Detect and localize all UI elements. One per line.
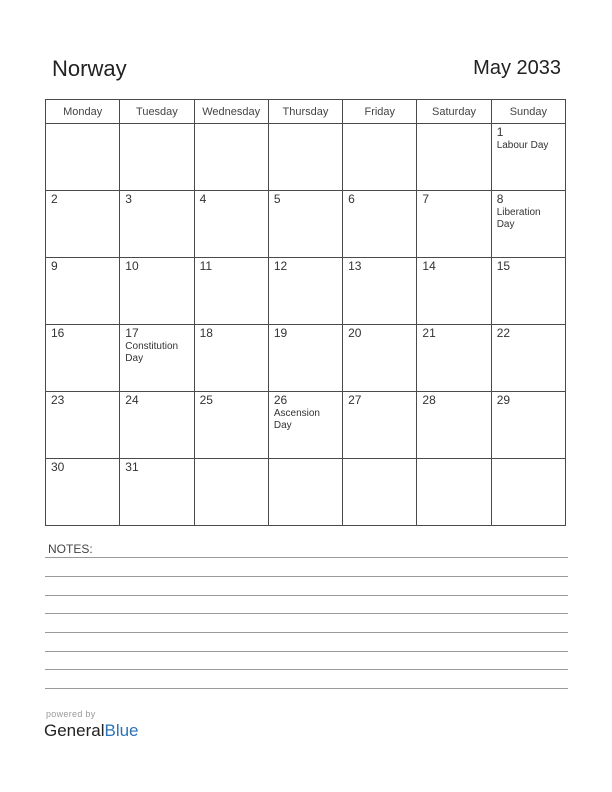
weekday-header: Friday xyxy=(343,100,417,124)
calendar-day-cell xyxy=(343,191,417,258)
calendar-day-cell xyxy=(194,124,268,191)
calendar-day-cell xyxy=(268,459,342,526)
holiday-label: Constitution Day xyxy=(125,341,179,364)
calendar-day-cell xyxy=(120,258,194,325)
notes-line xyxy=(45,632,568,633)
notes-line xyxy=(45,651,568,652)
calendar-day-cell xyxy=(417,258,491,325)
calendar-week-row xyxy=(46,392,566,459)
calendar-day-cell xyxy=(194,191,268,258)
day-number: 29 xyxy=(496,393,511,407)
calendar-day-cell xyxy=(491,191,565,258)
calendar-day-cell xyxy=(491,392,565,459)
calendar-week-row xyxy=(46,325,566,392)
calendar-day-cell xyxy=(343,124,417,191)
calendar-day-cell xyxy=(268,325,342,392)
day-number: 3 xyxy=(125,192,132,206)
calendar-day-cell xyxy=(194,459,268,526)
calendar-day-cell xyxy=(491,124,565,191)
day-number: 6 xyxy=(348,192,355,206)
calendar-day-cell xyxy=(194,325,268,392)
powered-by-text: powered by xyxy=(46,709,96,719)
day-number: 15 xyxy=(496,259,511,273)
day-number: 12 xyxy=(273,259,288,273)
calendar-day-cell xyxy=(417,124,491,191)
day-number: 16 xyxy=(51,326,65,340)
calendar-day-cell xyxy=(343,392,417,459)
calendar-day-cell xyxy=(268,258,342,325)
calendar-day-cell xyxy=(120,325,194,392)
day-number: 28 xyxy=(422,393,436,407)
brand-blue: Blue xyxy=(104,721,139,740)
calendar-day-cell xyxy=(268,124,342,191)
day-number: 24 xyxy=(125,393,139,407)
calendar-day-cell xyxy=(46,124,120,191)
day-number: 5 xyxy=(273,192,281,206)
holiday-label: Ascension Day xyxy=(273,408,320,431)
calendar-day-cell xyxy=(268,191,342,258)
weekday-header: Monday xyxy=(46,100,120,124)
day-number: 2 xyxy=(51,192,58,206)
day-number: 21 xyxy=(422,326,436,340)
weekday-header: Saturday xyxy=(417,100,491,124)
day-number: 9 xyxy=(51,259,58,273)
calendar-week-row xyxy=(46,459,566,526)
day-number: 25 xyxy=(199,393,213,407)
notes-line xyxy=(45,576,568,577)
country-title: Norway xyxy=(52,56,127,81)
calendar-day-cell xyxy=(343,325,417,392)
day-number: 7 xyxy=(422,192,430,206)
day-number: 17 xyxy=(125,326,139,340)
calendar-day-cell xyxy=(46,459,120,526)
day-number: 1 xyxy=(496,125,504,139)
month-year-title: May 2033 xyxy=(473,57,561,79)
calendar-day-cell xyxy=(46,392,120,459)
day-number: 4 xyxy=(199,192,207,206)
weekday-header: Wednesday xyxy=(194,100,268,124)
calendar-day-cell xyxy=(120,124,194,191)
calendar-day-cell xyxy=(343,258,417,325)
day-number: 27 xyxy=(348,393,362,407)
calendar-day-cell xyxy=(194,392,268,459)
calendar-day-cell xyxy=(417,392,491,459)
day-number: 30 xyxy=(51,460,65,474)
calendar-day-cell xyxy=(46,191,120,258)
calendar-day-cell xyxy=(46,258,120,325)
notes-label: NOTES: xyxy=(48,542,93,556)
calendar-day-cell xyxy=(194,258,268,325)
day-number: 20 xyxy=(348,326,362,340)
day-number: 22 xyxy=(496,326,511,340)
notes-line xyxy=(45,688,568,689)
day-number: 18 xyxy=(199,326,213,340)
day-number: 10 xyxy=(125,259,139,273)
holiday-label: Liberation Day xyxy=(496,207,541,230)
notes-line xyxy=(45,669,568,670)
notes-line xyxy=(45,613,568,614)
calendar-day-cell xyxy=(268,392,342,459)
calendar-day-cell xyxy=(343,459,417,526)
weekday-header: Tuesday xyxy=(120,100,194,124)
calendar-day-cell xyxy=(417,459,491,526)
weekday-header: Sunday xyxy=(491,100,565,124)
calendar-week-row xyxy=(46,191,566,258)
day-number: 13 xyxy=(348,259,362,273)
calendar-day-cell xyxy=(120,459,194,526)
brand-general: General xyxy=(44,721,105,740)
day-number: 26 xyxy=(273,393,288,407)
day-number: 19 xyxy=(273,326,288,340)
day-number: 11 xyxy=(199,259,213,273)
calendar-week-row xyxy=(46,124,566,191)
day-number: 8 xyxy=(496,192,504,206)
calendar-day-cell xyxy=(46,325,120,392)
calendar-day-cell xyxy=(120,392,194,459)
day-number: 14 xyxy=(422,259,436,273)
notes-line xyxy=(45,557,568,558)
weekday-header: Thursday xyxy=(268,100,342,124)
weekday-header-row xyxy=(46,100,566,124)
calendar-day-cell xyxy=(491,459,565,526)
notes-line xyxy=(45,595,568,596)
holiday-label: Labour Day xyxy=(496,140,549,151)
calendar-week-row xyxy=(46,258,566,325)
calendar-day-cell xyxy=(417,191,491,258)
calendar-day-cell xyxy=(491,325,565,392)
calendar-grid xyxy=(45,99,566,526)
calendar-day-cell xyxy=(491,258,565,325)
day-number: 31 xyxy=(125,460,139,474)
brand-logo xyxy=(44,721,139,741)
calendar-day-cell xyxy=(417,325,491,392)
calendar-day-cell xyxy=(120,191,194,258)
day-number: 23 xyxy=(51,393,65,407)
